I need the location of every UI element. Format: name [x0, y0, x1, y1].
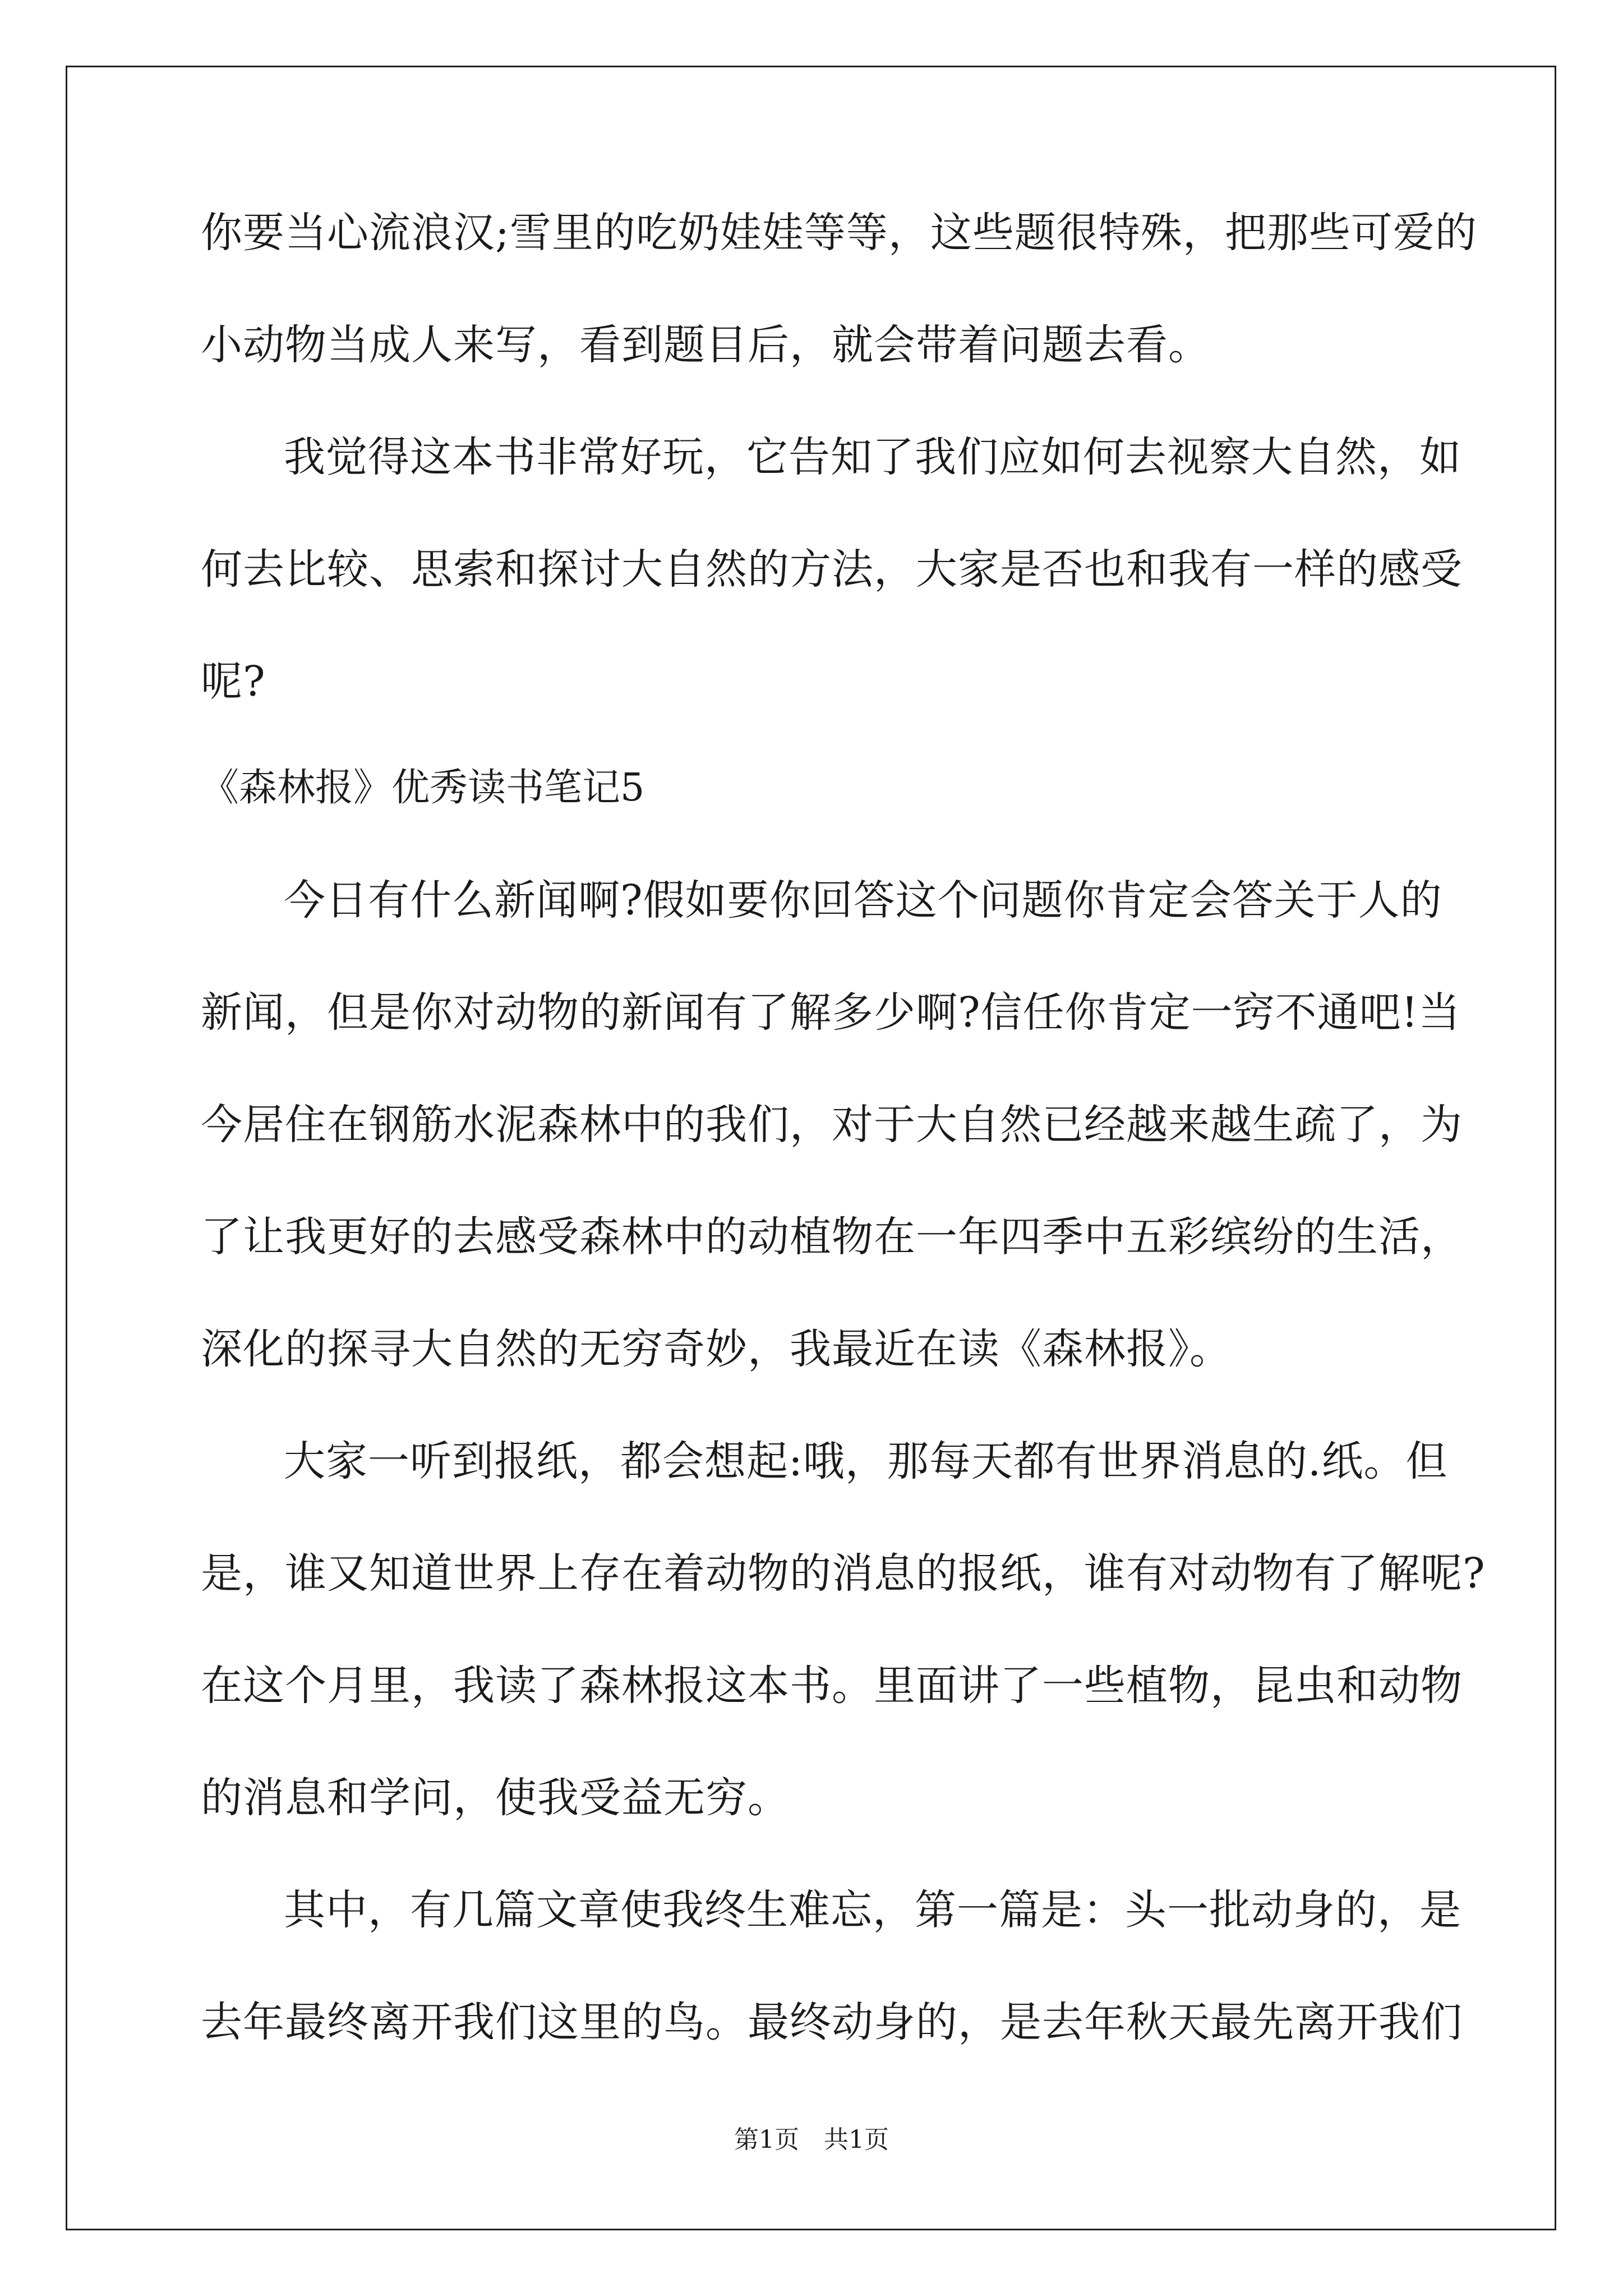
- paragraph-3-line-5: 深化的探寻大自然的无穷奇妙，我最近在读《森林报》。: [201, 1325, 1232, 1373]
- paragraph-1-line-1: 你要当心流浪汉;雪里的吃奶娃娃等等，这些题很特殊，把那些可爱的: [201, 209, 1477, 257]
- paragraph-2-line-2: 何去比较、思索和探讨大自然的方法，大家是否也和我有一样的感受: [201, 545, 1463, 593]
- paragraph-3-line-4: 了让我更好的去感受森林中的动植物在一年四季中五彩缤纷的生活，: [201, 1213, 1463, 1261]
- paragraph-3-line-1: 今日有什么新闻啊?假如要你回答这个问题你肯定会答关于人的: [284, 876, 1442, 924]
- paragraph-5-line-1: 其中，有几篇文章使我终生难忘，第一篇是：头一批动身的，是: [284, 1886, 1461, 1934]
- paragraph-4-line-1: 大家一听到报纸，都会想起:哦，那每天都有世界消息的.纸。但: [284, 1437, 1448, 1485]
- section-heading: 《森林报》优秀读书笔记5: [201, 766, 645, 810]
- paragraph-3-line-3: 今居住在钢筋水泥森林中的我们，对于大自然已经越来越生疏了，为: [201, 1101, 1463, 1149]
- paragraph-3-line-2: 新闻，但是你对动物的新闻有了解多少啊?信任你肯定一窍不通吧!当: [201, 988, 1461, 1037]
- paragraph-5-line-2: 去年最终离开我们这里的鸟。最终动身的，是去年秋天最先离开我们: [201, 1998, 1463, 2046]
- paragraph-2-line-1: 我觉得这本书非常好玩，它告知了我们应如何去视察大自然，如: [284, 433, 1461, 481]
- paragraph-1-line-2: 小动物当成人来写，看到题目后，就会带着问题去看。: [201, 321, 1210, 369]
- paragraph-4-line-3: 在这个月里，我读了森林报这本书。里面讲了一些植物，昆虫和动物: [201, 1662, 1463, 1710]
- paragraph-4-line-4: 的消息和学问，使我受益无穷。: [201, 1774, 790, 1822]
- paragraph-4-line-2: 是，谁又知道世界上存在着动物的消息的报纸，谁有对动物有了解呢?: [201, 1549, 1486, 1598]
- page-footer: 第1页 共1页: [734, 2125, 889, 2154]
- paragraph-2-line-3: 呢?: [201, 657, 266, 706]
